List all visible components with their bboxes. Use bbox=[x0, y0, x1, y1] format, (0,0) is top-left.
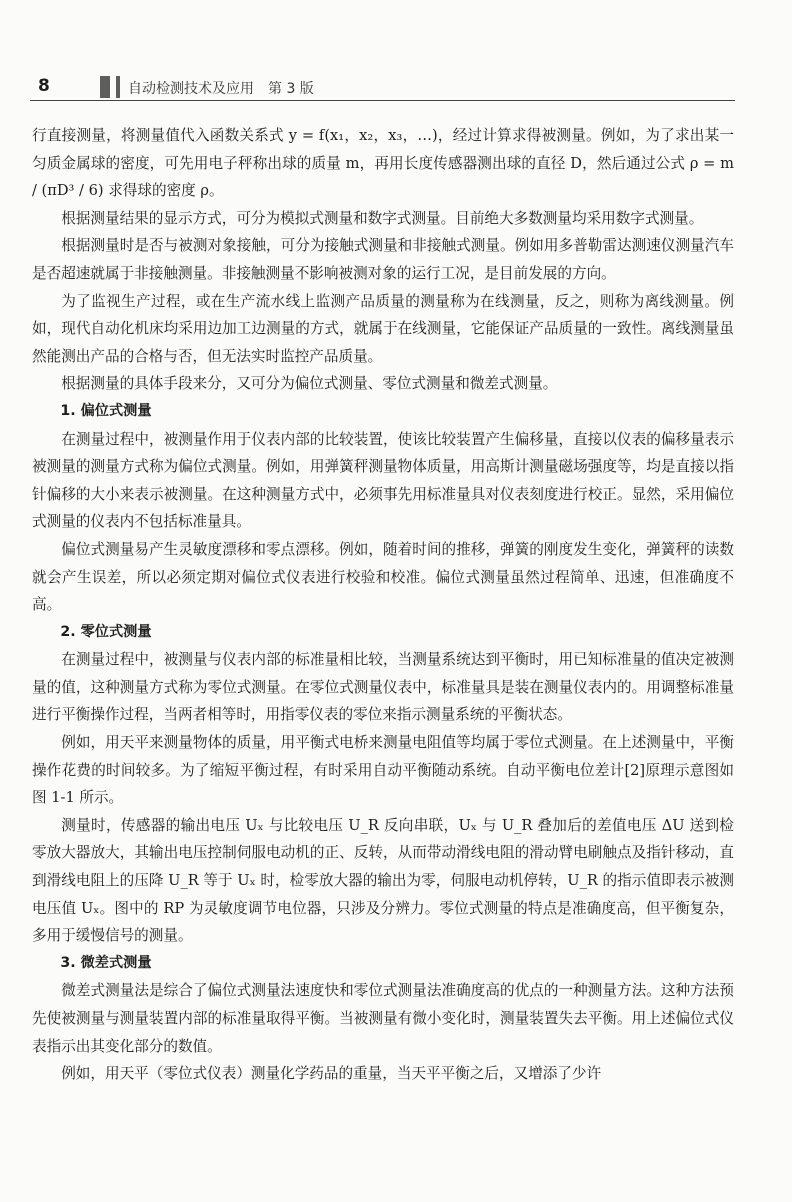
running-header bbox=[30, 74, 735, 101]
body-text bbox=[32, 122, 734, 1088]
paragraph: 在测量过程中，被测量作用于仪表内部的比较装置，使该比较装置产生偏移量，直接以仪表的偏移量表示被测量的测量方式称为偏位式测量。例如，用弹簧秤测量物体质量，用高斯计测量磁场强度等，均是直接以指针偏移的大小来表示被测量。在这种测量方式中，必须事先用标准量具对仪表刻度进行校正。显然，采用偏位式测量的仪表内不包括标准量具。 bbox=[32, 430, 734, 531]
paragraph: 行直接测量，将测量值代入函数关系式 y = f(x₁，x₂，x₃，…)，经过计算求得被测量。例如，为了求出某一匀质金属球的密度，可先用电子秤称出球的质量 m，再用长度传感器测出球的直径 D，然后通过公式 ρ = m / (πD³ / 6) 求得球的密度 ρ。 bbox=[32, 127, 734, 200]
paragraph: 根据测量的具体手段来分，又可分为偏位式测量、零位式测量和微差式测量。 bbox=[61, 375, 558, 393]
section-heading: 2. 零位式测量 bbox=[60, 623, 152, 640]
paragraph: 测量时，传感器的输出电压 Uₓ 与比较电压 U_R 反向串联，Uₓ 与 U_R 叠加后的差值电压 ΔU 送到检零放大器放大，其输出电压控制伺服电动机的正、反转，从而带动滑线电阻的滑动臂电刷触点及指针移动，直到滑线电阻上的压降 U_R 等于 Uₓ 时，检零放大器的输出为零，伺服电动机停转，U_R 的指示值即表示被测电压值 Uₓ。图中的 RP 为灵敏度调节电位器，只涉及分辨力。零位式测量的特点是准确度高，但平衡复杂，多用于缓慢信号的测量。 bbox=[32, 816, 734, 945]
section-heading: 1. 偏位式测量 bbox=[60, 402, 152, 419]
paragraph: 为了监视生产过程，或在生产流水线上监测产品质量的测量称为在线测量，反之，则称为离线测量。例如，现代自动化机床均采用边加工边测量的方式，就属于在线测量，它能保证产品质量的一致性。离线测量虽然能测出产品的合格与否，但无法实时监控产品质量。 bbox=[32, 292, 734, 365]
paragraph: 偏位式测量易产生灵敏度漂移和零点漂移。例如，随着时间的推移，弹簧的刚度发生变化，弹簧秤的读数就会产生误差，所以必须定期对偏位式仪表进行校验和校准。偏位式测量虽然过程简单、迅速，但准确度不高。 bbox=[32, 540, 734, 614]
section-heading: 3. 微差式测量 bbox=[60, 954, 152, 971]
page-number: 8 bbox=[38, 76, 50, 96]
paragraph: 例如，用天平（零位式仪表）测量化学药品的重量，当天平平衡之后，又增添了少许 bbox=[61, 1065, 602, 1083]
paragraph: 微差式测量法是综合了偏位式测量法速度快和零位式测量法准确度高的优点的一种测量方法。这种方法预先使被测量与测量装置内部的标准量取得平衡。当被测量有微小变化时，测量装置失去平衡。用上述偏位式仪表指示出其变化部分的数值。 bbox=[32, 982, 734, 1055]
paragraph: 例如，用天平来测量物体的质量，用平衡式电桥来测量电阻值等均属于零位式测量。在上述测量中，平衡操作花费的时间较多。为了缩短平衡过程，有时采用自动平衡随动系统。自动平衡电位差计[2]原理示意图如图 1-1 所示。 bbox=[32, 734, 734, 807]
book-title: 自动检测技术及应用 第 3 版 bbox=[128, 81, 314, 97]
paragraph: 在测量过程中，被测量与仪表内部的标准量相比较，当测量系统达到平衡时，用已知标准量的值决定被测量的值，这种测量方式称为零位式测量。在零位式测量仪表中，标准量具是装在测量仪表内的。用调整标准量进行平衡操作过程，当两者相等时，用指零仪表的零位来指示测量系统的平衡状态。 bbox=[32, 651, 734, 724]
paragraph: 根据测量结果的显示方式，可分为模拟式测量和数字式测量。目前绝大多数测量均采用数字式测量。 bbox=[61, 209, 704, 227]
header-bar-decoration bbox=[100, 76, 110, 98]
paragraph: 根据测量时是否与被测对象接触，可分为接触式测量和非接触式测量。例如用多普勒雷达测速仪测量汽车是否超速就属于非接触测量。非接触测量不影响被测对象的运行工况，是目前发展的方向。 bbox=[32, 237, 734, 282]
header-bar-decoration bbox=[116, 76, 120, 98]
